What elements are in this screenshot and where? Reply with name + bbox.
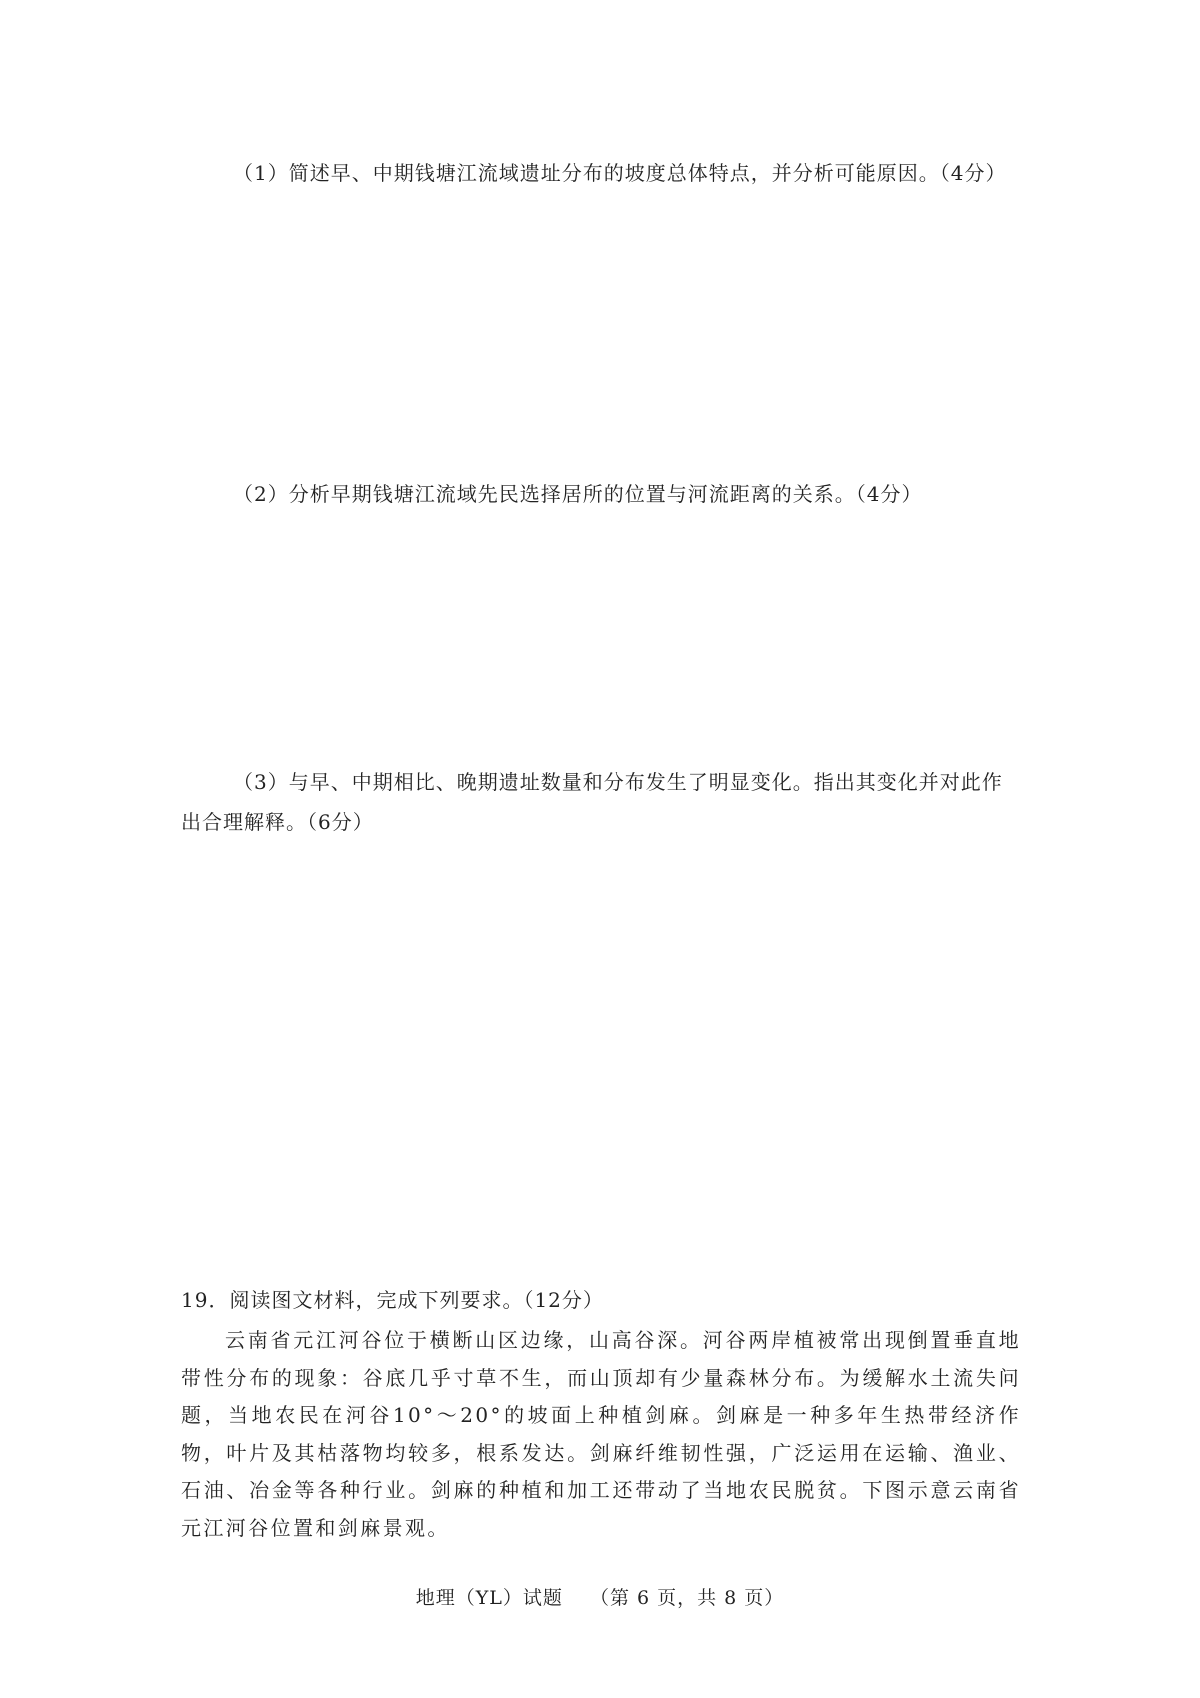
question-2: （2）分析早期钱塘江流域先民选择居所的位置与河流距离的关系。（4分）	[233, 482, 923, 506]
question-19-material: 云南省元江河谷位于横断山区边缘，山高谷深。河谷两岸植被常出现倒置垂直地带性分布的现象：谷底几乎寸草不生，而山顶却有少量森林分布。为缓解水土流失问题，当地农民在河谷10°～20°的坡面上种植剑麻。剑麻是一种多年生热带经济作物，叶片及其枯落物均较多，根系发达。剑麻纤维韧性强，广泛运用在运输、渔业、石油、冶金等各种行业。剑麻的种植和加工还带动了当地农民脱贫。下图示意云南省元江河谷位置和剑麻景观。	[181, 1328, 1021, 1540]
footer-subject: 地理（YL）试题	[415, 1587, 563, 1609]
question-1: （1）简述早、中期钱塘江流域遗址分布的坡度总体特点，并分析可能原因。（4分）	[233, 161, 1007, 185]
question-3: （3）与早、中期相比、晚期遗址数量和分布发生了明显变化。指出其变化并对此作出合理解释。（6分）	[181, 770, 1003, 834]
footer-page-number: （第 6 页，共 8 页）	[589, 1587, 785, 1609]
page-footer	[0, 1583, 1200, 1610]
question-19-heading: 19．阅读图文材料，完成下列要求。（12分）	[181, 1288, 604, 1312]
